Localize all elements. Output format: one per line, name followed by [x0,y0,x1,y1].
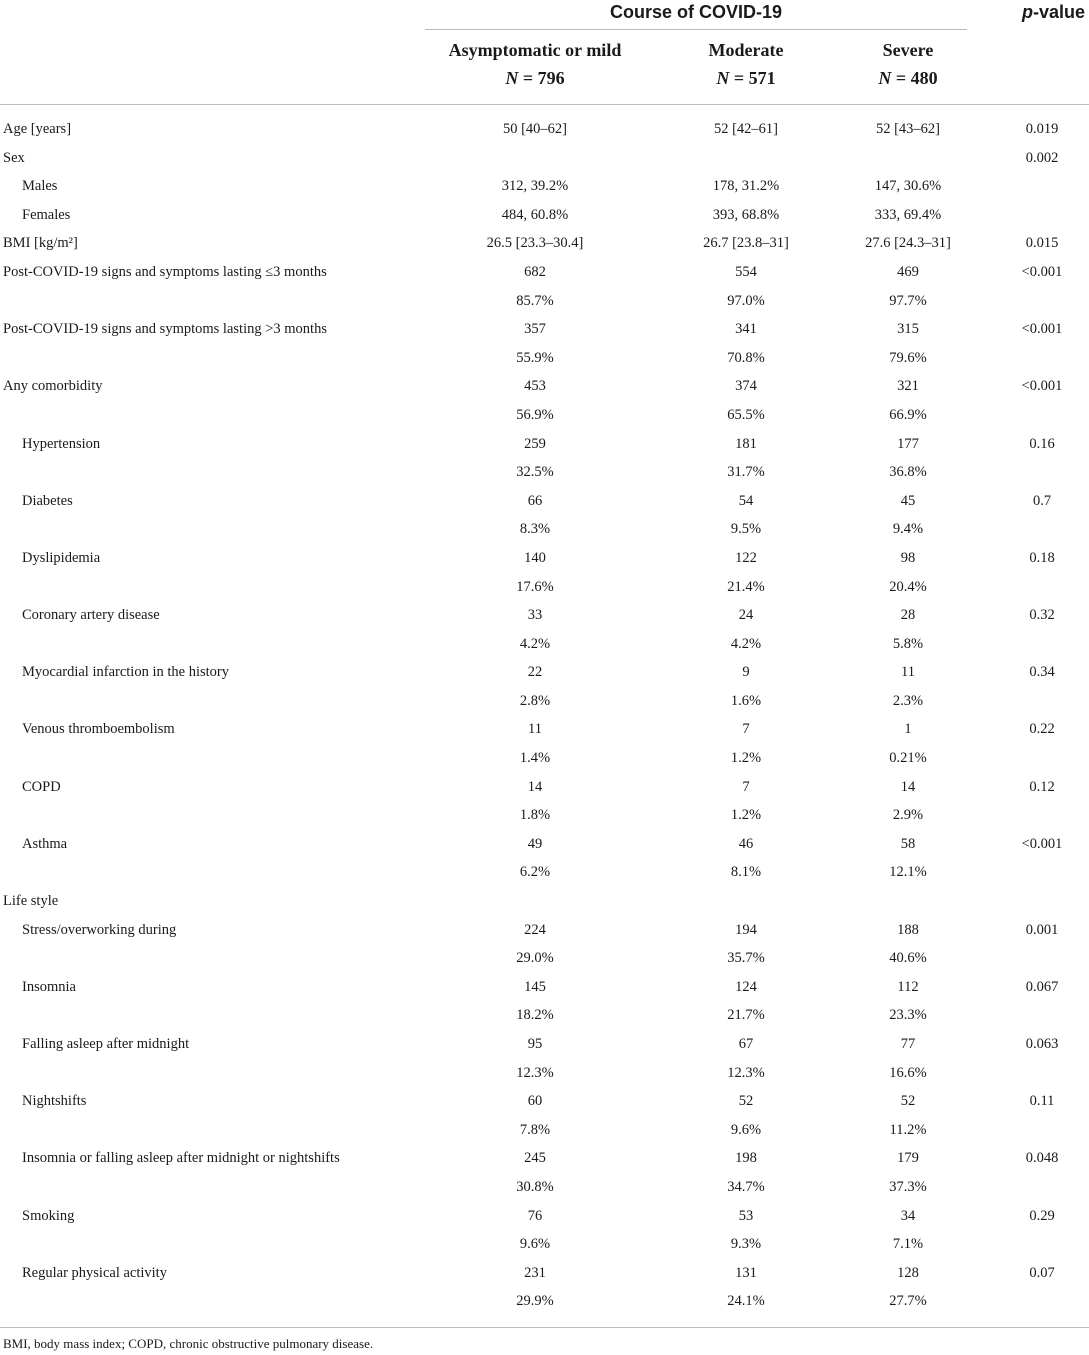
cell-pvalue: 0.11 [1029,1093,1055,1110]
table-row [0,1116,1089,1145]
row-label: Dyslipidemia [22,549,101,566]
cell-severe: 315 [897,321,919,338]
cell-asymptomatic: 357 [524,321,546,338]
cell-severe: 27.6 [24.3–31] [865,235,951,252]
table-row [0,1001,1089,1030]
row-label: Age [years] [3,121,72,137]
table-row [0,601,1089,630]
column-n [832,64,984,92]
cell-moderate: 21.4% [727,578,765,595]
row-label: Asthma [22,835,68,852]
cell-asymptomatic: 259 [524,435,546,452]
row-label: COPD [22,778,61,795]
row-label: Stress/overworking during [22,921,177,938]
cell-moderate: 7 [742,778,750,795]
cell-severe: 66.9% [889,406,927,423]
table-row [0,658,1089,687]
cell-asymptomatic: 682 [524,263,546,280]
table-row [0,687,1089,716]
cell-severe: 27.7% [889,1293,927,1310]
row-label: Post-COVID-19 signs and symptoms lasting ≤3 months [3,263,327,280]
cell-pvalue: 0.22 [1029,721,1055,738]
cell-asymptomatic: 49 [527,835,543,852]
row-label: Life style [3,893,59,910]
table-row [0,715,1089,744]
row-label: Any comorbidity [3,378,103,395]
cell-pvalue: 0.015 [1025,235,1059,252]
table-row [0,1173,1089,1202]
table-row [0,344,1089,373]
cell-pvalue: 0.32 [1029,607,1055,624]
cell-asymptomatic: 55.9% [516,349,554,366]
cell-severe: 112 [897,978,919,995]
cell-pvalue: 0.002 [1025,149,1059,166]
row-label: Sex [3,149,25,166]
column-n [660,64,832,92]
cell-asymptomatic: 2.8% [519,692,551,709]
row-label: Venous thromboembolism [22,721,175,738]
cell-asymptomatic: 1.4% [519,750,551,767]
row-label: Coronary artery disease [22,607,160,624]
cell-moderate: 52 [42–61] [713,121,779,137]
cell-asymptomatic: 140 [524,549,546,566]
n-value: = 571 [733,68,776,88]
n-value: = 480 [895,68,938,88]
table-row [0,201,1089,230]
table-row [0,630,1089,659]
cell-asymptomatic: 30.8% [516,1178,554,1195]
cell-severe: 14 [900,778,916,795]
table-row [0,401,1089,430]
cell-asymptomatic: 60 [527,1093,543,1110]
table-row [0,830,1089,859]
cell-severe: 97.7% [889,292,927,309]
cell-severe: 179 [897,1150,919,1167]
cell-moderate: 9.6% [730,1121,762,1138]
table-row [0,458,1089,487]
cell-moderate: 1.6% [730,692,762,709]
row-label: Diabetes [22,492,73,509]
cell-moderate: 24.1% [727,1293,765,1310]
cell-moderate: 124 [735,978,757,995]
cell-pvalue: 0.001 [1025,921,1059,938]
cell-moderate: 374 [735,378,757,395]
table-row [0,487,1089,516]
cell-severe: 2.3% [892,692,924,709]
cell-severe: 12.1% [889,864,927,881]
cell-pvalue: 0.063 [1025,1036,1059,1052]
cell-moderate: 7 [742,721,750,738]
cell-asymptomatic: 76 [527,1207,543,1224]
cell-severe: 52 [900,1093,916,1110]
cell-moderate: 70.8% [727,349,765,366]
cell-pvalue: 0.019 [1025,121,1059,137]
column-name: Severe [882,40,934,60]
cell-asymptomatic: 95 [527,1036,543,1052]
cell-severe: 52 [43–62] [875,121,941,137]
cell-severe: 128 [897,1264,919,1281]
row-label: Smoking [22,1207,75,1224]
cell-asymptomatic: 224 [524,921,546,938]
table-row [0,229,1089,258]
cell-moderate: 131 [735,1264,757,1281]
cell-asymptomatic: 231 [524,1264,546,1281]
cell-pvalue: 0.18 [1029,549,1055,566]
cell-asymptomatic: 29.0% [516,950,554,967]
cell-severe: 2.9% [892,807,924,824]
cell-severe: 469 [897,263,919,280]
cell-asymptomatic: 453 [524,378,546,395]
table-row [0,1059,1089,1088]
n-label: N [878,68,892,88]
footer-rule [0,1327,1089,1328]
cell-severe: 58 [900,835,916,852]
cell-asymptomatic: 14 [527,778,543,795]
cell-severe: 5.8% [892,635,924,652]
cell-asymptomatic: 11 [528,721,542,738]
cell-moderate: 54 [738,492,754,509]
cell-moderate: 97.0% [727,292,765,309]
cell-asymptomatic: 4.2% [519,635,551,652]
cell-moderate: 65.5% [727,406,765,423]
cell-pvalue: 0.7 [1032,492,1052,509]
table-row [0,1287,1089,1316]
cell-severe: 333, 69.4% [874,206,942,223]
table-row [0,372,1089,401]
cell-moderate: 554 [735,263,757,280]
n-label: N [716,68,730,88]
table-row [0,1030,1089,1059]
cell-severe: 16.6% [889,1064,927,1081]
table-row [0,115,1089,144]
row-label: Myocardial infarction in the history [22,664,229,681]
column-header-asymptomatic [425,36,645,96]
cell-moderate: 12.3% [727,1064,765,1081]
cell-pvalue: 0.16 [1029,435,1055,452]
cell-severe: 11.2% [889,1121,927,1138]
cell-asymptomatic: 22 [527,664,543,681]
cell-moderate: 8.1% [730,864,762,881]
cell-asymptomatic: 7.8% [519,1121,551,1138]
cell-severe: 188 [897,921,919,938]
table-header-group-row [0,0,1089,30]
cell-asymptomatic: 32.5% [516,464,554,481]
cell-severe: 23.3% [889,1007,927,1024]
cell-moderate: 178, 31.2% [712,178,780,195]
cell-severe: 177 [897,435,919,452]
table-row [0,1230,1089,1259]
cell-severe: 40.6% [889,950,927,967]
pvalue-italic: p [1021,2,1033,22]
cell-severe: 37.3% [889,1178,927,1195]
table-row [0,1202,1089,1231]
cell-moderate: 9.5% [730,521,762,538]
cell-severe: 79.6% [889,349,927,366]
table-row [0,944,1089,973]
cell-moderate: 26.7 [23.8–31] [703,235,789,252]
cell-pvalue: <0.001 [1021,321,1063,338]
table-row [0,315,1089,344]
table-row [0,887,1089,916]
cell-severe: 45 [900,492,916,509]
cell-asymptomatic: 29.9% [516,1293,554,1310]
cell-pvalue: 0.29 [1029,1207,1055,1224]
cell-pvalue: 0.048 [1025,1150,1059,1167]
cell-pvalue: <0.001 [1021,835,1063,852]
table-row [0,773,1089,802]
cell-pvalue: 0.34 [1029,664,1055,681]
column-name: Moderate [708,40,784,60]
cell-moderate: 52 [738,1093,754,1110]
cell-moderate: 194 [735,921,757,938]
table-row [0,858,1089,887]
n-label: N [505,68,519,88]
cell-asymptomatic: 8.3% [519,521,551,538]
table-row [0,973,1089,1002]
table-row [0,172,1089,201]
column-header-moderate [660,36,832,96]
cell-moderate: 9 [742,664,750,681]
column-header-severe [832,36,984,96]
cell-pvalue: 0.067 [1025,978,1059,995]
cell-moderate: 341 [735,321,757,338]
group-rule [425,29,967,30]
row-label: Falling asleep after midnight [22,1036,190,1052]
cell-moderate: 198 [735,1150,757,1167]
cell-asymptomatic: 1.8% [519,807,551,824]
table-row [0,573,1089,602]
cell-asymptomatic: 56.9% [516,406,554,423]
row-label: Insomnia or falling asleep after midnight or nightshifts [22,1150,340,1167]
table-row [0,515,1089,544]
cell-moderate: 53 [738,1207,754,1224]
cell-moderate: 21.7% [727,1007,765,1024]
cell-moderate: 46 [738,835,754,852]
table-row [0,1087,1089,1116]
table-body [0,115,1089,1316]
cell-moderate: 1.2% [730,807,762,824]
group-title: Course of COVID-19 [609,2,783,22]
table-row [0,1144,1089,1173]
cell-severe: 36.8% [889,464,927,481]
cell-severe: 7.1% [892,1236,924,1253]
cell-severe: 321 [897,378,919,395]
cell-pvalue: 0.07 [1029,1264,1055,1281]
cell-severe: 28 [900,607,916,624]
table-row [0,801,1089,830]
cell-asymptomatic: 145 [524,978,546,995]
cell-asymptomatic: 312, 39.2% [501,178,569,195]
table-row [0,916,1089,945]
table-row [0,1259,1089,1288]
row-label: Insomnia [22,978,76,995]
column-name: Asymptomatic or mild [448,40,622,60]
cell-severe: 147, 30.6% [874,178,942,195]
cell-moderate: 35.7% [727,950,765,967]
cell-severe: 34 [900,1207,916,1224]
table-row [0,544,1089,573]
cell-severe: 77 [900,1036,916,1052]
cell-moderate: 181 [735,435,757,452]
pvalue-header [1022,2,1085,23]
row-label: Males [22,178,58,195]
cell-moderate: 31.7% [727,464,765,481]
row-label: Hypertension [22,435,101,452]
cell-asymptomatic: 66 [527,492,543,509]
table-row [0,430,1089,459]
cell-moderate: 67 [738,1036,754,1052]
cell-severe: 1 [904,721,912,738]
n-value: = 796 [522,68,565,88]
cell-asymptomatic: 17.6% [516,578,554,595]
row-label: Females [22,206,71,223]
table-row [0,144,1089,173]
cell-moderate: 4.2% [730,635,762,652]
cell-moderate: 34.7% [727,1178,765,1195]
cell-pvalue: <0.001 [1021,378,1063,395]
cell-moderate: 9.3% [730,1236,762,1253]
cell-asymptomatic: 245 [524,1150,546,1167]
header-rule [0,104,1089,105]
column-n [425,64,645,92]
table-row [0,744,1089,773]
cell-severe: 11 [901,664,915,681]
cell-severe: 0.21% [889,750,927,767]
cell-moderate: 122 [735,549,757,566]
cell-asymptomatic: 33 [527,607,543,624]
cell-moderate: 393, 68.8% [712,206,780,223]
cell-severe: 9.4% [892,521,924,538]
cell-asymptomatic: 85.7% [516,292,554,309]
cell-asymptomatic: 6.2% [519,864,551,881]
cell-asymptomatic: 50 [40–62] [502,121,568,137]
cell-asymptomatic: 484, 60.8% [501,206,569,223]
pvalue-suffix: -value [1032,2,1085,22]
row-label: Regular physical activity [22,1264,167,1281]
row-label: BMI [kg/m²] [3,235,78,252]
table-row [0,258,1089,287]
cell-asymptomatic: 18.2% [516,1007,554,1024]
row-label: Post-COVID-19 signs and symptoms lasting >3 months [3,321,327,338]
cell-moderate: 24 [738,607,754,624]
cell-severe: 20.4% [889,578,927,595]
cell-pvalue: 0.12 [1029,778,1055,795]
cell-asymptomatic: 26.5 [23.3–30.4] [486,235,584,252]
cell-moderate: 1.2% [730,750,762,767]
cell-asymptomatic: 9.6% [519,1236,551,1253]
cell-severe: 98 [900,549,916,566]
footnote: BMI, body mass index; COPD, chronic obstructive pulmonary disease. [3,1336,374,1351]
cell-asymptomatic: 12.3% [516,1064,554,1081]
table-row [0,287,1089,316]
cell-pvalue: <0.001 [1021,263,1063,280]
row-label: Nightshifts [22,1093,87,1110]
